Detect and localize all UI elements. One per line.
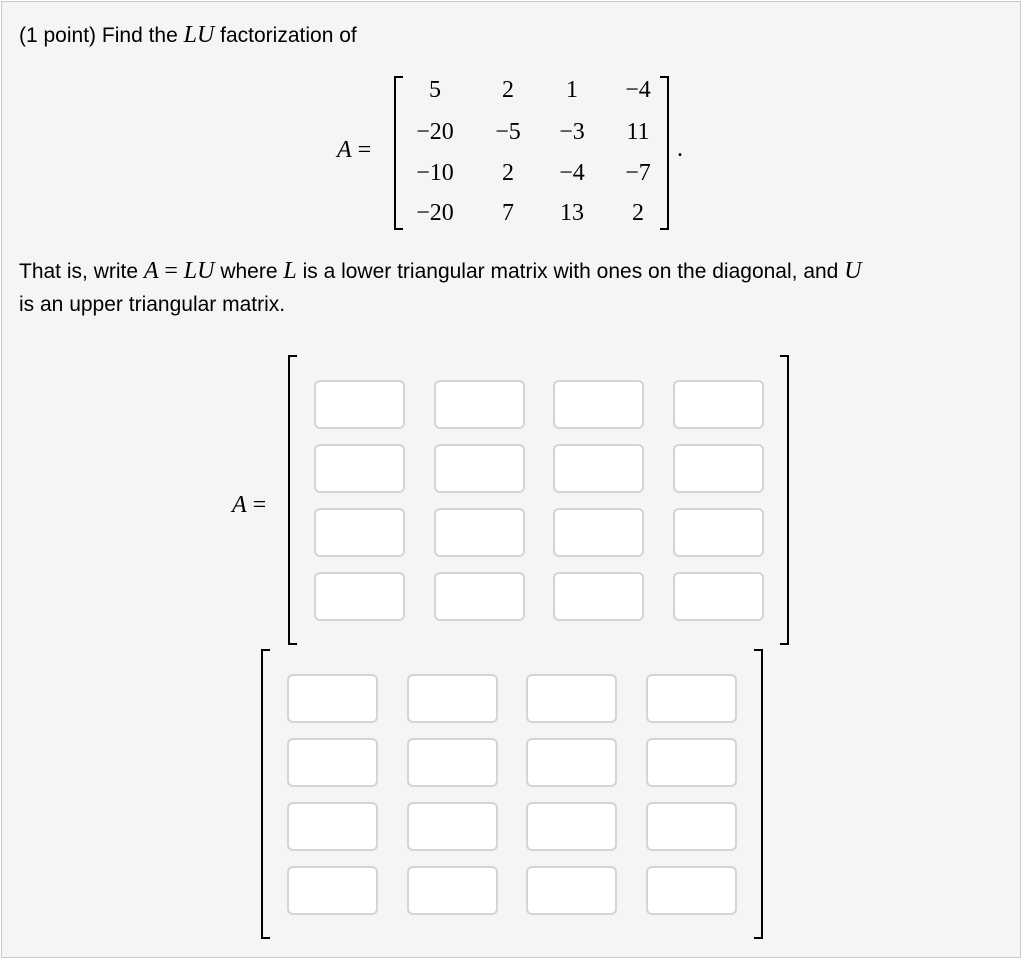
matrix-a-cell: −4 [559,160,585,186]
matrix-a-period: . [677,136,683,162]
matrix-a-cell: −5 [495,119,521,145]
prompt-text-2: factorization of [220,24,357,47]
matrix-a-cell: 5 [429,77,441,103]
matrix-a-cell: 2 [632,200,644,226]
u-entry-1-3[interactable] [526,674,617,723]
matrix-a-label: A = [337,137,372,163]
u-entry-2-2[interactable] [407,738,498,787]
u-entry-2-4[interactable] [646,738,737,787]
l-entry-4-2[interactable] [434,572,525,621]
matrix-u-left-bracket [261,649,270,939]
matrix-a-left-bracket [394,76,403,230]
prompt-text: Find the [101,24,178,47]
l-entry-3-3[interactable] [553,508,644,557]
u-entry-2-3[interactable] [526,738,617,787]
l-entry-3-1[interactable] [314,508,405,557]
matrix-a-cell: 13 [560,200,584,226]
problem-panel [1,1,1021,958]
matrix-l-left-bracket [288,355,297,645]
instructions-line-1: That is, write A = LU where L is a lower triangular matrix with ones on the diagonal, and U [19,258,862,284]
matrix-a-cell: 2 [502,160,514,186]
l-entry-1-3[interactable] [553,380,644,429]
l-entry-1-4[interactable] [673,380,764,429]
answer-label: A = [232,492,267,518]
l-entry-4-1[interactable] [314,572,405,621]
points-label: (1 point) [19,24,97,47]
u-entry-2-1[interactable] [287,738,378,787]
l-entry-4-3[interactable] [553,572,644,621]
matrix-a-cell: 1 [566,77,578,103]
matrix-a-cell: −20 [416,119,454,145]
matrix-a-cell: −7 [625,160,651,186]
l-entry-1-1[interactable] [314,380,405,429]
matrix-a-cell: 2 [502,77,514,103]
matrix-u-right-bracket [754,649,763,939]
l-entry-1-2[interactable] [434,380,525,429]
matrix-a-cell: 7 [502,200,514,226]
l-entry-4-4[interactable] [673,572,764,621]
matrix-a-cell: 11 [626,119,650,145]
u-entry-4-2[interactable] [407,866,498,915]
u-entry-1-2[interactable] [407,674,498,723]
l-entry-2-4[interactable] [673,444,764,493]
matrix-l-right-bracket [780,355,789,645]
matrix-a-cell: −20 [416,200,454,226]
u-entry-4-4[interactable] [646,866,737,915]
l-entry-3-4[interactable] [673,508,764,557]
l-entry-2-3[interactable] [553,444,644,493]
u-entry-3-2[interactable] [407,802,498,851]
u-entry-1-1[interactable] [287,674,378,723]
matrix-a-cell: −4 [625,77,651,103]
u-entry-1-4[interactable] [646,674,737,723]
u-entry-3-4[interactable] [646,802,737,851]
matrix-a-cell: −3 [559,119,585,145]
u-entry-4-1[interactable] [287,866,378,915]
l-entry-2-1[interactable] [314,444,405,493]
problem-statement [19,22,357,49]
matrix-a-cell: −10 [416,160,454,186]
u-entry-3-3[interactable] [526,802,617,851]
l-entry-3-2[interactable] [434,508,525,557]
l-entry-2-2[interactable] [434,444,525,493]
u-entry-4-3[interactable] [526,866,617,915]
instructions-line-2: is an upper triangular matrix. [19,293,286,316]
u-entry-3-1[interactable] [287,802,378,851]
lu-symbol: LU [183,22,215,48]
